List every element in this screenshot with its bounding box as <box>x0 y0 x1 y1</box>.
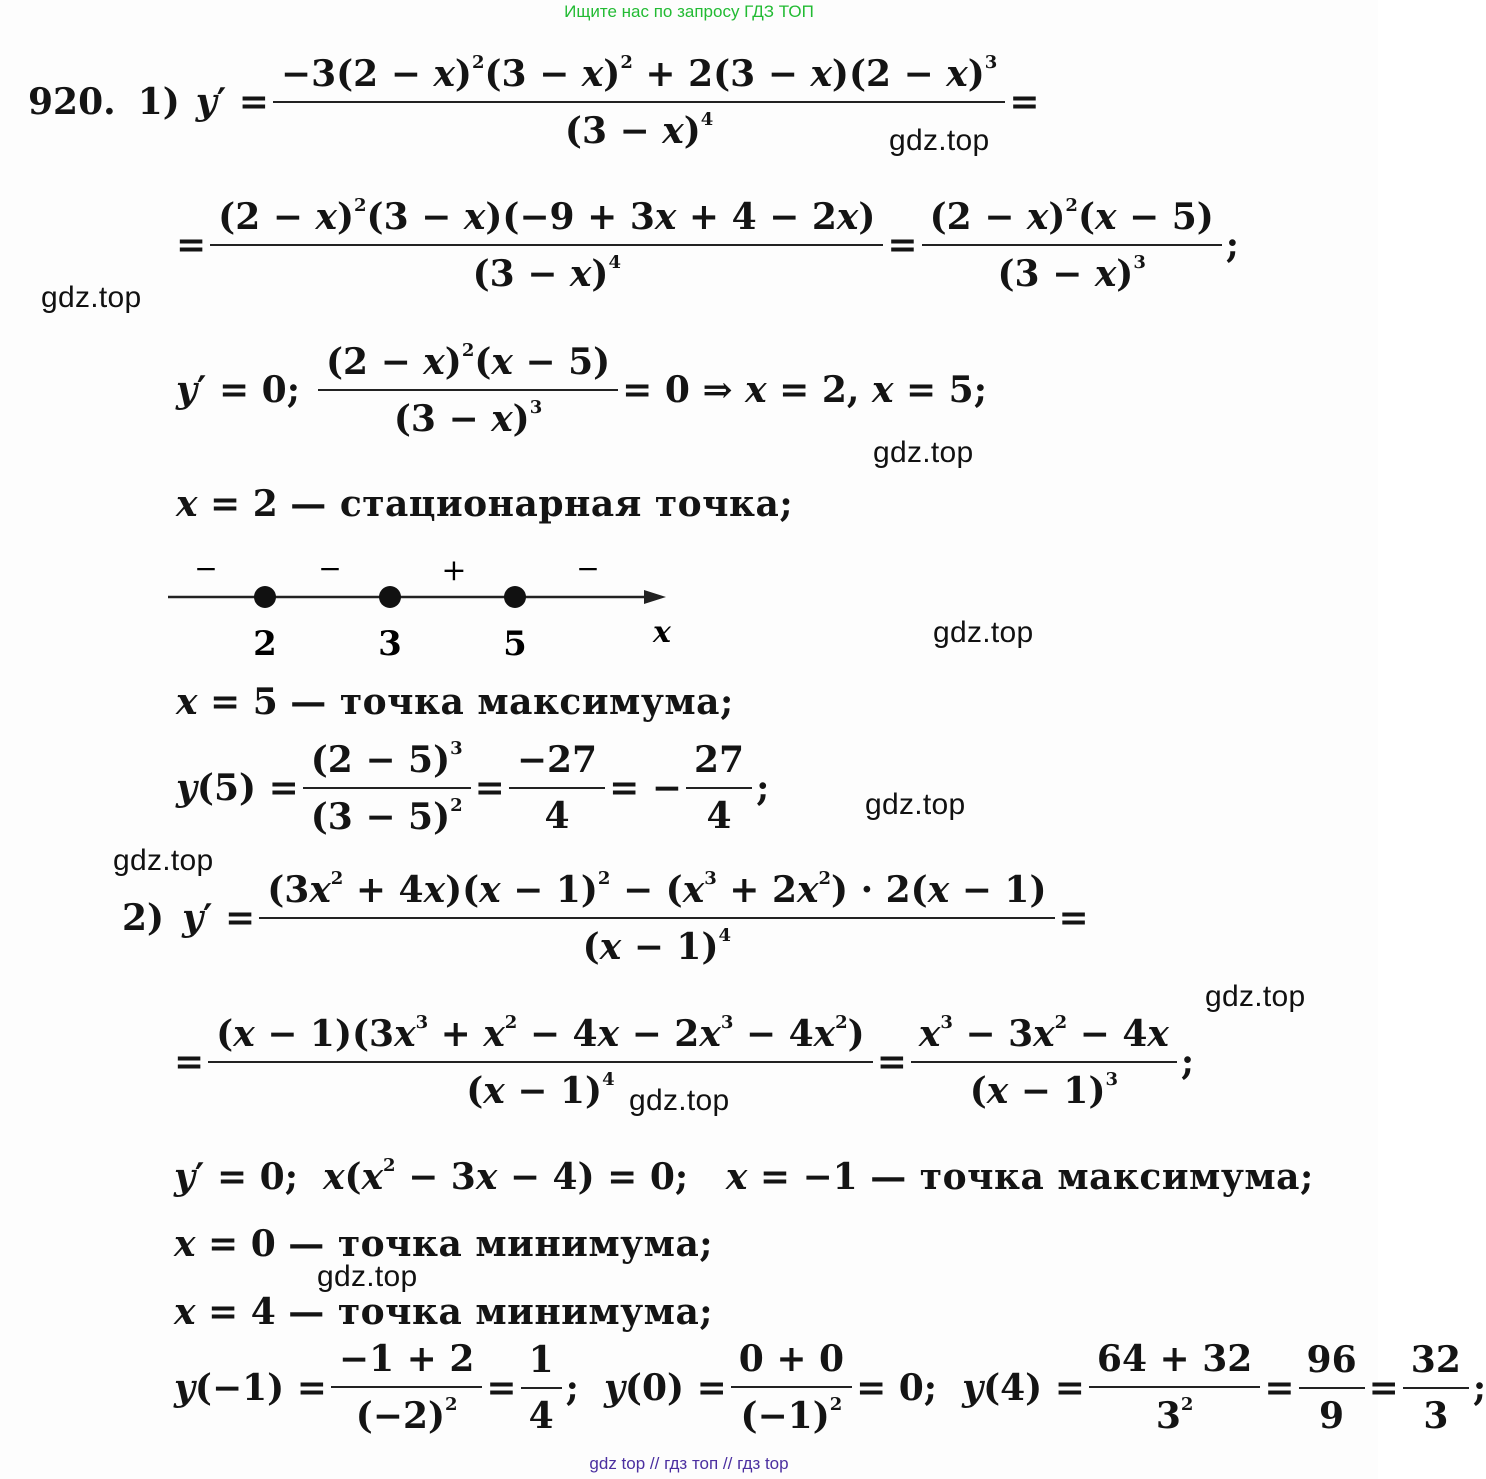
watermark: gdz.top <box>317 1260 418 1293</box>
eq-line-1: 920. 1) y′ = $\frac{-3(2 - x)^2(3 - x)^2 + 2(3 - x)(2 - x)^3}{(3 - x)^4}$ = <box>28 52 1040 152</box>
fraction: $\frac{(2 - x)^2(3 - x)(-9 + 3x + 4 - 2x)}{(3 - x)^4}$ <box>214 195 879 295</box>
eq-line-4: x = 2 — стационарная точка; <box>176 483 794 525</box>
fraction: $\frac{(3x^2 + 4x)(x - 1)^2 - (x^3 + 2x^2) \cdot 2(x - 1)}{(x - 1)^4}$ <box>263 868 1050 968</box>
fraction: $\frac{-3(2 - x)^2(3 - x)^2 + 2(3 - x)(2 - x)^3}{(3 - x)^4}$ <box>277 52 1001 152</box>
max-point-text: — точка максимума; <box>290 681 734 723</box>
axis-label: x <box>653 615 671 650</box>
eq-line-9: y′ = 0; $x(x^2 - 3x - 4) = 0$; x = −1 — точка максимума; <box>174 1155 1314 1198</box>
fraction: $\frac{0 + 0}{(-1)^2}$ <box>735 1338 848 1437</box>
eq-line-5: x = 5 — точка максимума; <box>176 681 734 723</box>
fraction: $\frac{27}{4}$ <box>690 739 748 837</box>
eq-line-6: y(5) = $\frac{(2 - 5)^3}{(3 - 5)^2}$ = $\frac{-27}{4}$ = − $\frac{27}{4}$ ; <box>176 738 770 838</box>
fraction: $\frac{(2 - x)^2(x - 5)}{(3 - x)^3}$ <box>926 195 1218 295</box>
point-dot <box>504 586 526 608</box>
eq-line-11: x = 4 — точка минимума; <box>174 1291 714 1333</box>
point-dot <box>254 586 276 608</box>
fraction: $\frac{-27}{4}$ <box>513 739 601 837</box>
eq-line-10: x = 0 — точка минимума; <box>174 1223 714 1265</box>
tick-label: 3 <box>378 624 402 664</box>
sign-label: + <box>441 553 467 588</box>
arrow-head-icon <box>644 590 666 604</box>
fraction: $\frac{x^3 - 3x^2 - 4x}{(x - 1)^3}$ <box>915 1012 1173 1112</box>
min-point-text: — точка минимума; <box>288 1291 714 1333</box>
max-point-text: — точка максимума; <box>870 1155 1314 1198</box>
point-dot <box>379 586 401 608</box>
watermark: gdz.top <box>889 124 990 157</box>
watermark: gdz.top <box>873 436 974 469</box>
footer-links[interactable]: gdz top // гдз топ // гдз top <box>589 1454 789 1473</box>
watermark: gdz.top <box>933 616 1034 649</box>
sign-label: − <box>194 552 218 585</box>
watermark: gdz.top <box>113 844 214 877</box>
sign-label: − <box>576 552 600 585</box>
watermark: gdz.top <box>41 281 142 314</box>
min-point-text: — точка минимума; <box>288 1223 714 1265</box>
fraction: $\frac{-1 + 2}{(-2)^2}$ <box>335 1338 479 1437</box>
fraction: $\frac{(2 - x)^2(x - 5)}{(3 - x)^3}$ <box>322 340 614 440</box>
tick-label: 2 <box>253 624 277 664</box>
eq-line-12: y(−1) = $\frac{-1 + 2}{(-2)^2}$ = $\frac{1}{4}$ ; y(0) = $\frac{0 + 0}{(-1)^2}$ = 0; y(4) = $\frac{64 + 32}{3^2}$ = $\frac{96}{9}$ = $\frac{32}{3}$ ; <box>174 1338 1486 1437</box>
part-label: 1) <box>137 81 180 123</box>
search-banner[interactable]: Ищите нас по запросу ГДЗ ТОП <box>564 2 814 21</box>
eq-line-8: = $\frac{(x - 1)(3x^3 + x^2 - 4x - 2x^3 - 4x^2)}{(x - 1)^4}$ = $\frac{x^3 - 3x^2 - 4x}{(x - 1)^3}$ ; <box>174 1012 1195 1112</box>
sign-label: − <box>318 552 342 585</box>
number-line <box>160 550 690 670</box>
fraction: $\frac{32}{3}$ <box>1407 1339 1465 1437</box>
problem-number: 920. <box>28 81 116 123</box>
eq-line-3: y′ = 0; $\frac{(2 - x)^2(x - 5)}{(3 - x)^3}$ = 0 ⇒ x = 2, x = 5; <box>176 340 988 440</box>
eq-line-7: 2) y′ = $\frac{(3x^2 + 4x)(x - 1)^2 - (x^3 + 2x^2) \cdot 2(x - 1)}{(x - 1)^4}$ = <box>122 868 1089 968</box>
eq-line-2: = $\frac{(2 - x)^2(3 - x)(-9 + 3x + 4 - 2x)}{(3 - x)^4}$ = $\frac{(2 - x)^2(x - 5)}{(3 - x)^3}$ ; <box>176 195 1240 295</box>
stationary-text: — стационарная точка; <box>290 483 794 525</box>
fraction: $\frac{(x - 1)(3x^3 + x^2 - 4x - 2x^3 - 4x^2)}{(x - 1)^4}$ <box>212 1012 869 1112</box>
watermark: gdz.top <box>629 1084 730 1117</box>
tick-label: 5 <box>503 624 527 664</box>
fraction: $\frac{96}{9}$ <box>1303 1339 1361 1437</box>
fraction: $\frac{64 + 32}{3^2}$ <box>1093 1338 1256 1437</box>
watermark: gdz.top <box>865 788 966 821</box>
watermark: gdz.top <box>1205 980 1306 1013</box>
fraction: $\frac{1}{4}$ <box>525 1339 558 1437</box>
part-label: 2) <box>122 897 165 939</box>
fraction: $\frac{(2 - 5)^3}{(3 - 5)^2}$ <box>307 738 467 838</box>
